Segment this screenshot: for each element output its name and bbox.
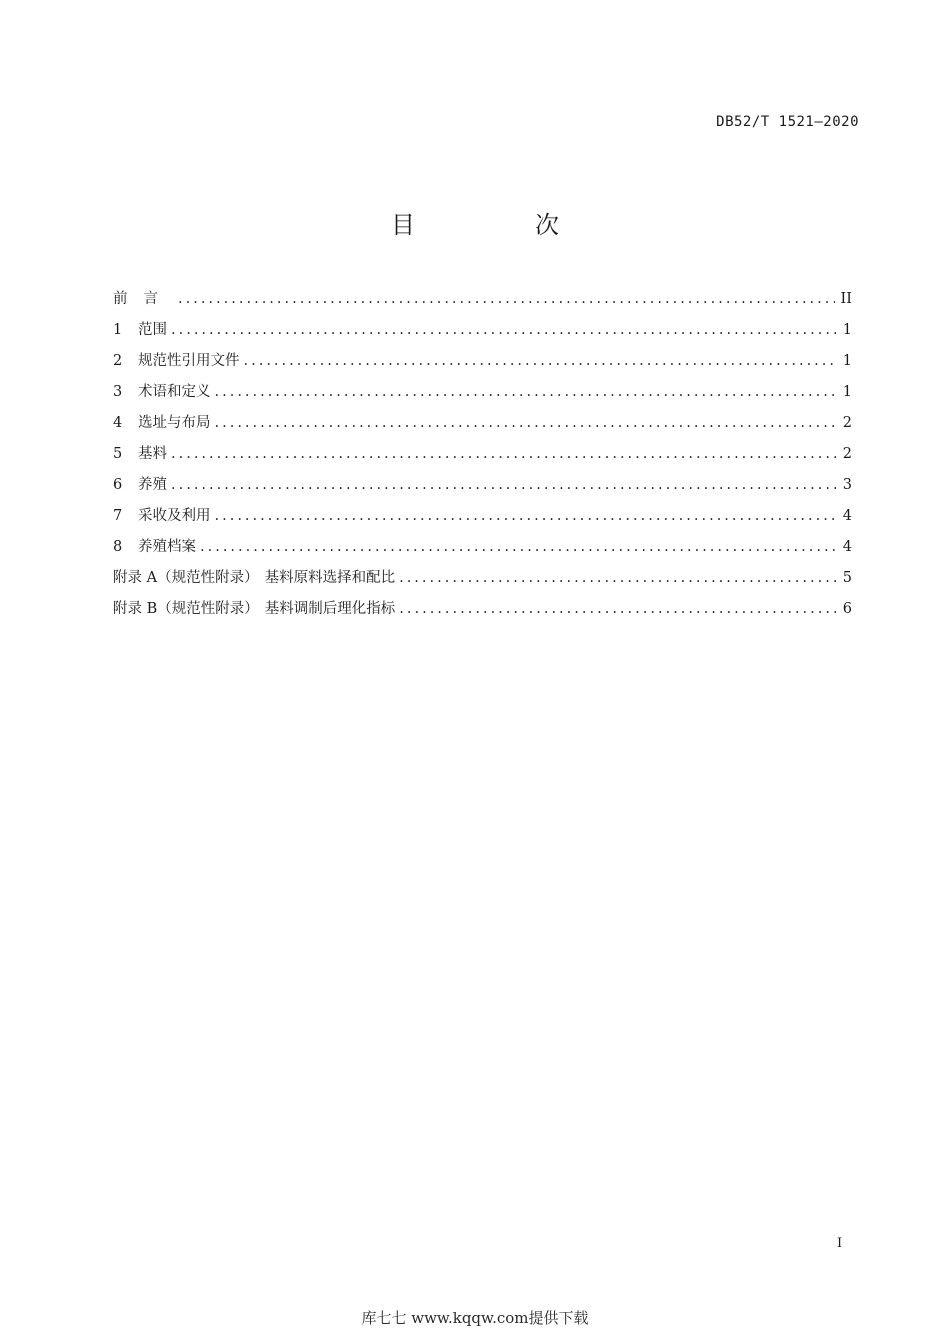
toc-entry[interactable]: [113, 287, 852, 318]
toc-dot-leader: [200, 539, 836, 555]
toc-entry[interactable]: [113, 504, 852, 535]
toc-entry-page: 3: [842, 477, 852, 493]
toc-entry-number: 2: [113, 353, 123, 369]
toc-entry-page: 2: [842, 415, 852, 431]
toc-entry-appendix-prefix: 附录 B（规范性附录）: [113, 601, 259, 617]
toc-entry[interactable]: [113, 442, 852, 473]
toc-entry-label: 基料调制后理化指标: [264, 601, 396, 617]
toc-dot-leader: [215, 384, 837, 400]
toc-entry-label: 养殖: [138, 477, 167, 493]
toc-entry[interactable]: [113, 473, 852, 504]
toc-entry-number: 1: [113, 322, 123, 338]
toc-entry-label: 范围: [138, 322, 167, 338]
toc-entry-label: 规范性引用文件: [138, 353, 240, 369]
toc-entry[interactable]: [113, 411, 852, 442]
toc-dot-leader: [171, 322, 836, 338]
toc-entry-page: II: [840, 291, 852, 307]
toc-entry-label: 基料: [138, 446, 167, 462]
toc-entry-page: 2: [842, 446, 852, 462]
toc-entry-page: 4: [842, 508, 852, 524]
toc-entry[interactable]: [113, 535, 852, 566]
toc-dot-leader: [178, 291, 835, 307]
toc-entry-label: 养殖档案: [138, 539, 196, 555]
toc-dot-leader: [244, 353, 837, 369]
table-of-contents: [113, 287, 852, 628]
toc-entry-label: 选址与布局: [138, 415, 211, 431]
toc-entry-page: 1: [842, 322, 852, 338]
toc-entry-number: 8: [113, 539, 123, 555]
toc-entry-label: 采收及利用: [138, 508, 211, 524]
toc-entry-number: 5: [113, 446, 123, 462]
toc-entry-label: 前言: [113, 291, 174, 307]
toc-entry[interactable]: [113, 380, 852, 411]
toc-entry-page: 1: [842, 353, 852, 369]
toc-entry[interactable]: [113, 349, 852, 380]
page-title: 目 次: [391, 211, 607, 239]
toc-dot-leader: [215, 415, 837, 431]
toc-entry-number: 6: [113, 477, 123, 493]
page-number: I: [837, 1236, 843, 1251]
toc-entry-appendix-prefix: 附录 A（规范性附录）: [113, 570, 259, 586]
toc-dot-leader: [171, 446, 836, 462]
toc-entry-page: 4: [842, 539, 852, 555]
toc-entry-label: 基料原料选择和配比: [264, 570, 396, 586]
toc-dot-leader: [171, 477, 836, 493]
toc-entry-page: 1: [842, 384, 852, 400]
toc-entry-number: 4: [113, 415, 123, 431]
toc-entry[interactable]: [113, 597, 852, 628]
toc-entry-page: 5: [842, 570, 852, 586]
toc-dot-leader: [215, 508, 837, 524]
toc-entry-page: 6: [842, 601, 852, 617]
toc-entry-number: 7: [113, 508, 123, 524]
toc-entry[interactable]: [113, 566, 852, 597]
document-code: DB52/T 1521—2020: [716, 114, 859, 130]
toc-entry-number: 3: [113, 384, 123, 400]
toc-dot-leader: [399, 601, 836, 617]
toc-entry[interactable]: [113, 318, 852, 349]
toc-dot-leader: [399, 570, 836, 586]
footer-watermark: 库七七 www.kqqw.com提供下载: [361, 1309, 589, 1327]
toc-entry-label: 术语和定义: [138, 384, 211, 400]
